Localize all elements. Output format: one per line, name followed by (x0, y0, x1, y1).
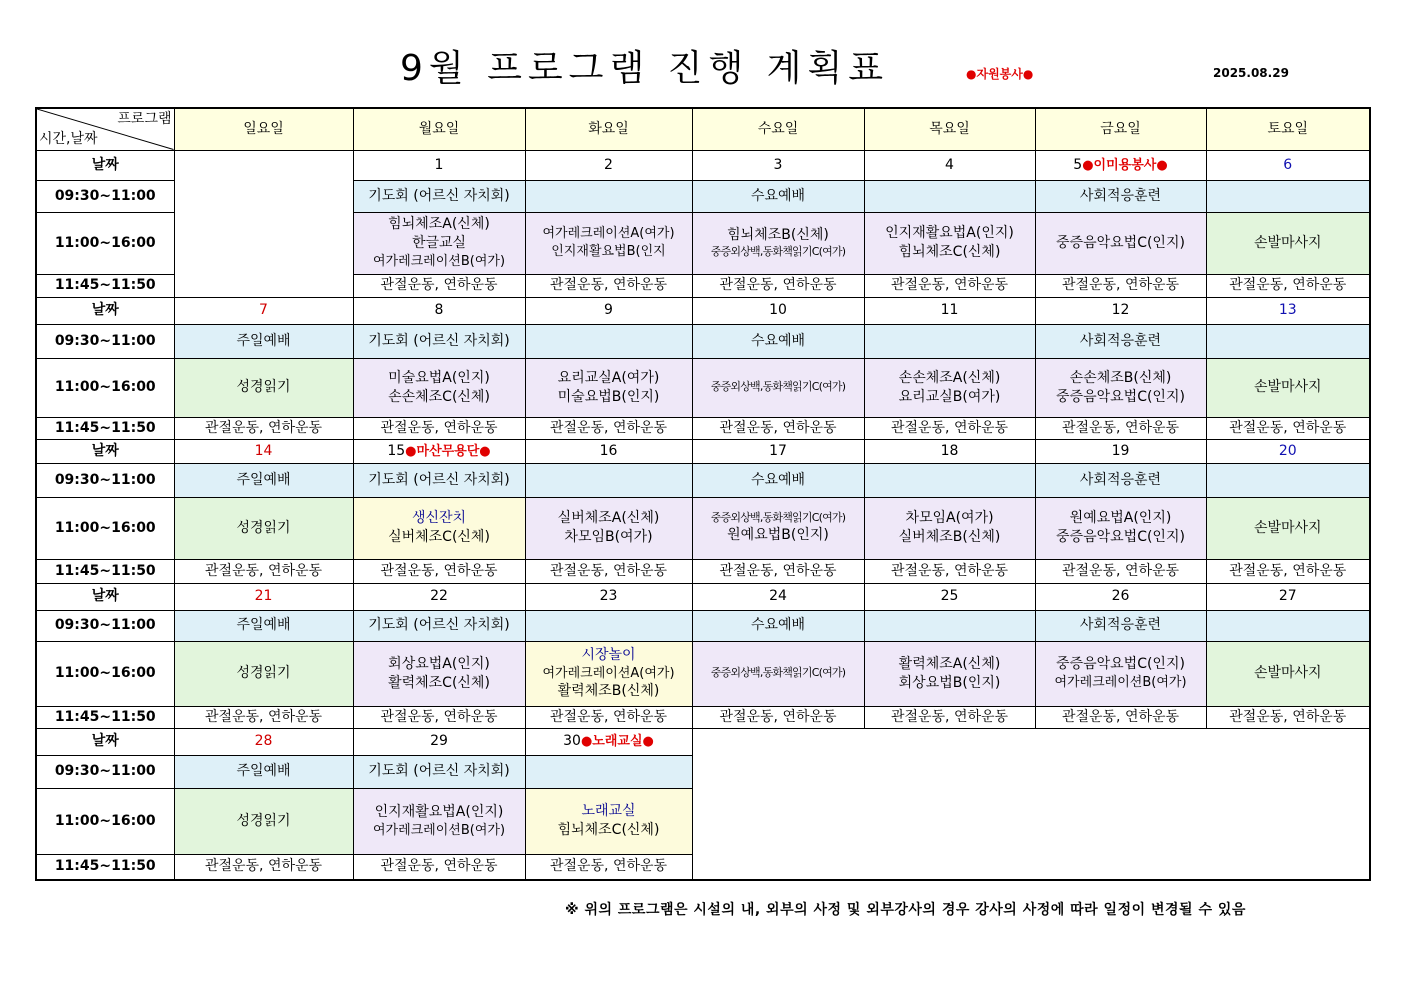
program-cell (1035, 641, 1206, 706)
date-cell: 7 (174, 297, 353, 324)
exercise-cell: 관절운동, 연하운동 (353, 706, 525, 728)
date-label: 날짜 (36, 439, 174, 463)
date-cell: 24 (692, 583, 864, 610)
date-cell: 17 (692, 439, 864, 463)
program-line: 실버체조C(신체) (388, 529, 490, 545)
event-marker: ●마산무용단● (405, 443, 491, 459)
program-line: 인지재활요법A(인지) (885, 225, 1014, 242)
exercise-cell: 관절운동, 연하운동 (1035, 706, 1206, 728)
week4-morning-row (36, 610, 1370, 641)
program-line: 중증음악요법C(인지) (1056, 529, 1185, 545)
program-cell: 주일예배 (174, 610, 353, 641)
volunteer-legend: ●자원봉사● (966, 67, 1034, 81)
program-cell: 기도회 (어르신 자치회) (353, 180, 525, 212)
week3-exercise-row (36, 559, 1370, 583)
program-cell: 사회적응훈련 (1035, 463, 1206, 497)
time-label: 09:30~11:00 (36, 755, 174, 788)
day-header-sun: 일요일 (174, 108, 353, 150)
program-cell (525, 324, 692, 358)
program-line: 중증외상백,동화책읽기C(여가) (710, 666, 846, 680)
date-cell: 3 (692, 150, 864, 180)
program-cell (864, 324, 1035, 358)
program-line: 손손체조C(신체) (388, 388, 490, 405)
program-cell (353, 788, 525, 854)
program-cell: 사회적응훈련 (1035, 610, 1206, 641)
exercise-cell: 관절운동, 연하운동 (864, 706, 1035, 728)
time-label: 11:45~11:50 (36, 559, 174, 583)
time-label: 11:00~16:00 (36, 641, 174, 706)
program-line: 한글교실 (411, 235, 467, 252)
date-cell: 19 (1035, 439, 1206, 463)
program-cell: 기도회 (어르신 자치회) (353, 610, 525, 641)
week2-date-row (36, 297, 1370, 324)
date-cell: 10 (692, 297, 864, 324)
program-cell: 기도회 (어르신 자치회) (353, 324, 525, 358)
program-cell: 수요예배 (692, 324, 864, 358)
event-marker: ●노래교실● (580, 734, 654, 750)
day-header-fri: 금요일 (1035, 108, 1206, 150)
date-cell: 16 (525, 439, 692, 463)
program-cell (1206, 324, 1370, 358)
date-number: 30 (563, 733, 581, 750)
date-label: 날짜 (36, 728, 174, 755)
program-line: 인지재활요법A(인지) (374, 803, 504, 820)
corner-cell (36, 108, 174, 150)
program-cell (525, 358, 692, 417)
program-cell (525, 641, 692, 706)
date-number: 5 (1073, 156, 1083, 173)
week5-date-row (36, 728, 1370, 755)
program-cell (692, 641, 864, 706)
program-line: 미술요법A(인지) (388, 369, 490, 386)
program-line: 요리교실B(여가) (898, 388, 1001, 405)
program-cell (1035, 212, 1206, 274)
time-label: 11:00~16:00 (36, 358, 174, 417)
week3-date-row (36, 439, 1370, 463)
exercise-cell: 관절운동, 연하운동 (1035, 274, 1206, 297)
day-header-thu: 목요일 (864, 108, 1035, 150)
program-line: 여가레크레이션A(여가) (542, 226, 675, 242)
program-cell (692, 212, 864, 274)
program-cell (864, 358, 1035, 417)
date-cell: 9 (525, 297, 692, 324)
program-cell: 수요예배 (692, 180, 864, 212)
program-line: 원예요법B(인지) (727, 526, 829, 543)
program-line: 활력체조C(신체) (388, 674, 490, 691)
footnote: ※ 위의 프로그램은 시설의 내, 외부의 사정 및 외부강사의 경우 강사의 사정에 따라 일정이 변경될 수 있음 (565, 902, 1246, 918)
exercise-cell: 관절운동, 연하운동 (864, 274, 1035, 297)
exercise-cell: 관절운동, 연하운동 (174, 854, 353, 880)
program-cell (1206, 180, 1370, 212)
program-cell (692, 497, 864, 559)
corner-program-label: 프로그램 (117, 111, 172, 127)
program-line: 회상요법A(인지) (388, 655, 490, 672)
program-cell (1035, 358, 1206, 417)
exercise-cell: 관절운동, 연하운동 (525, 854, 692, 880)
program-line: 차모임A(여가) (905, 510, 994, 527)
program-cell: 손발마사지 (1206, 212, 1370, 274)
program-line: 힘뇌체조C(신체) (557, 822, 660, 838)
exercise-cell: 관절운동, 연하운동 (1035, 417, 1206, 439)
program-line: 생신잔치 (411, 510, 467, 527)
program-cell (525, 212, 692, 274)
exercise-cell: 관절운동, 연하운동 (692, 706, 864, 728)
program-cell (525, 463, 692, 497)
program-cell: 손발마사지 (1206, 358, 1370, 417)
exercise-cell: 관절운동, 연하운동 (692, 417, 864, 439)
exercise-cell: 관절운동, 연하운동 (174, 559, 353, 583)
date-cell (353, 439, 525, 463)
program-line: 힘뇌체조C(신체) (898, 244, 1001, 260)
date-cell: 11 (864, 297, 1035, 324)
program-cell (864, 610, 1035, 641)
program-cell: 성경읽기 (174, 641, 353, 706)
program-cell: 손발마사지 (1206, 497, 1370, 559)
program-line: 힘뇌체조B(신체) (727, 227, 829, 244)
schedule-table (35, 107, 1371, 881)
program-line: 여가레크레이션B(여가) (1054, 675, 1187, 691)
program-line: 중증외상백,동화책읽기C(여가) (710, 380, 846, 394)
page-title: 9월 프로그램 진행 계획표 (400, 48, 889, 89)
program-cell: 수요예배 (692, 610, 864, 641)
day-header-sat: 토요일 (1206, 108, 1370, 150)
program-cell: 성경읽기 (174, 358, 353, 417)
time-label: 09:30~11:00 (36, 610, 174, 641)
exercise-cell: 관절운동, 연하운동 (692, 559, 864, 583)
program-cell: 사회적응훈련 (1035, 324, 1206, 358)
date-cell: 1 (353, 150, 525, 180)
exercise-cell: 관절운동, 연하운동 (353, 559, 525, 583)
program-cell (525, 497, 692, 559)
week4-main-row (36, 641, 1370, 706)
empty-area (692, 728, 1370, 880)
program-line: 손손체조B(신체) (1069, 369, 1172, 386)
program-cell (864, 180, 1035, 212)
exercise-cell: 관절운동, 연하운동 (1206, 559, 1370, 583)
program-cell (525, 610, 692, 641)
date-cell: 25 (864, 583, 1035, 610)
date-cell (525, 728, 692, 755)
exercise-cell: 관절운동, 연하운동 (525, 417, 692, 439)
header-row (36, 108, 1370, 150)
date-cell: 21 (174, 583, 353, 610)
program-cell: 기도회 (어르신 자치회) (353, 755, 525, 788)
day-header-tue: 화요일 (525, 108, 692, 150)
program-line: 미술요법B(인지) (557, 388, 660, 405)
program-line: 여가레크레이션B(여가) (372, 822, 506, 838)
week4-date-row (36, 583, 1370, 610)
day-header-wed: 수요일 (692, 108, 864, 150)
exercise-cell: 관절운동, 연하운동 (525, 274, 692, 297)
week1-date-row (36, 150, 1370, 180)
exercise-cell: 관절운동, 연하운동 (174, 417, 353, 439)
date-cell: 27 (1206, 583, 1370, 610)
program-line: 손손체조A(신체) (898, 369, 1001, 386)
program-cell (525, 755, 692, 788)
program-line: 활력체조B(신체) (557, 683, 660, 700)
exercise-cell: 관절운동, 연하운동 (864, 417, 1035, 439)
program-line: 여가레크레이션B(여가) (372, 254, 506, 270)
date-cell: 4 (864, 150, 1035, 180)
event-marker: ●이미용봉사● (1082, 157, 1168, 173)
date-cell: 6 (1206, 150, 1370, 180)
day-header-mon: 월요일 (353, 108, 525, 150)
program-cell: 주일예배 (174, 324, 353, 358)
program-cell (353, 497, 525, 559)
time-label: 11:45~11:50 (36, 274, 174, 297)
date-number: 15 (387, 442, 406, 459)
program-line: 요리교실A(여가) (557, 369, 660, 386)
program-line: 활력체조A(신체) (898, 655, 1001, 672)
date-cell: 29 (353, 728, 525, 755)
program-cell: 성경읽기 (174, 788, 353, 854)
program-line: 중증외상백,동화책읽기C(여가) (710, 511, 846, 525)
date-label: 날짜 (36, 297, 174, 324)
program-cell (1035, 497, 1206, 559)
exercise-cell: 관절운동, 연하운동 (1206, 417, 1370, 439)
date-cell: 18 (864, 439, 1035, 463)
exercise-cell: 관절운동, 연하운동 (1206, 706, 1370, 728)
program-cell: 기도회 (어르신 자치회) (353, 463, 525, 497)
program-line: 회상요법B(인지) (898, 674, 1001, 691)
time-label: 09:30~11:00 (36, 463, 174, 497)
date-cell: 13 (1206, 297, 1370, 324)
program-cell (864, 212, 1035, 274)
date-cell: 2 (525, 150, 692, 180)
date-label: 날짜 (36, 150, 174, 180)
date-cell (1035, 150, 1206, 180)
program-line: 노래교실 (581, 803, 636, 820)
corner-time-label: 시간,날짜 (39, 130, 98, 147)
time-label: 09:30~11:00 (36, 324, 174, 358)
program-line: 인지재활요법B(인지 (551, 244, 666, 259)
exercise-cell: 관절운동, 연하운동 (1035, 559, 1206, 583)
program-cell (864, 497, 1035, 559)
program-line: 중증음악요법C(인지) (1056, 388, 1185, 405)
exercise-cell: 관절운동, 연하운동 (525, 559, 692, 583)
program-cell (525, 180, 692, 212)
date-cell: 12 (1035, 297, 1206, 324)
time-label: 11:00~16:00 (36, 212, 174, 274)
program-cell (692, 358, 864, 417)
exercise-cell: 관절운동, 연하운동 (525, 706, 692, 728)
week4-exercise-row (36, 706, 1370, 728)
exercise-cell: 관절운동, 연하운동 (353, 417, 525, 439)
program-cell: 손발마사지 (1206, 641, 1370, 706)
exercise-cell: 관절운동, 연하운동 (864, 559, 1035, 583)
program-line: 실버체조B(신체) (898, 529, 1001, 545)
exercise-cell: 관절운동, 연하운동 (174, 706, 353, 728)
program-cell: 주일예배 (174, 463, 353, 497)
program-cell (1206, 610, 1370, 641)
program-cell (353, 358, 525, 417)
program-line: 중증음악요법C(인지) (1056, 656, 1185, 673)
week1-sun-empty (174, 150, 353, 297)
week2-morning-row (36, 324, 1370, 358)
time-label: 11:45~11:50 (36, 706, 174, 728)
program-line: 힘뇌체조A(신체) (388, 216, 490, 233)
exercise-cell: 관절운동, 연하운동 (1206, 274, 1370, 297)
week2-main-row (36, 358, 1370, 417)
program-line: 중증외상백,동화책읽기C(여가) (710, 245, 846, 259)
program-line: 여가레크레이션A(여가) (542, 665, 675, 681)
program-cell (864, 463, 1035, 497)
program-cell (525, 788, 692, 854)
exercise-cell: 관절운동, 연하운동 (353, 854, 525, 880)
program-line: 중증음악요법C(인지) (1056, 234, 1185, 251)
program-line: 원예요법A(인지) (1069, 510, 1172, 527)
program-line: 실버체조A(신체) (557, 510, 660, 527)
time-label: 11:45~11:50 (36, 417, 174, 439)
date-cell: 8 (353, 297, 525, 324)
time-label: 09:30~11:00 (36, 180, 174, 212)
program-line: 시장놀이 (581, 646, 636, 663)
time-label: 11:45~11:50 (36, 854, 174, 880)
document-date: 2025.08.29 (1213, 66, 1289, 80)
program-cell (1206, 463, 1370, 497)
date-label: 날짜 (36, 583, 174, 610)
date-cell: 14 (174, 439, 353, 463)
date-cell: 26 (1035, 583, 1206, 610)
time-label: 11:00~16:00 (36, 497, 174, 559)
date-cell: 22 (353, 583, 525, 610)
program-cell (353, 212, 525, 274)
program-cell: 주일예배 (174, 755, 353, 788)
program-cell (864, 641, 1035, 706)
time-label: 11:00~16:00 (36, 788, 174, 854)
program-cell: 사회적응훈련 (1035, 180, 1206, 212)
date-cell: 20 (1206, 439, 1370, 463)
date-cell: 23 (525, 583, 692, 610)
week3-morning-row (36, 463, 1370, 497)
program-line: 차모임B(여가) (564, 529, 653, 545)
program-cell (353, 641, 525, 706)
exercise-cell: 관절운동, 연하운동 (353, 274, 525, 297)
exercise-cell: 관절운동, 연하운동 (692, 274, 864, 297)
week2-exercise-row (36, 417, 1370, 439)
date-cell: 28 (174, 728, 353, 755)
program-cell: 성경읽기 (174, 497, 353, 559)
program-cell: 수요예배 (692, 463, 864, 497)
week3-main-row (36, 497, 1370, 559)
